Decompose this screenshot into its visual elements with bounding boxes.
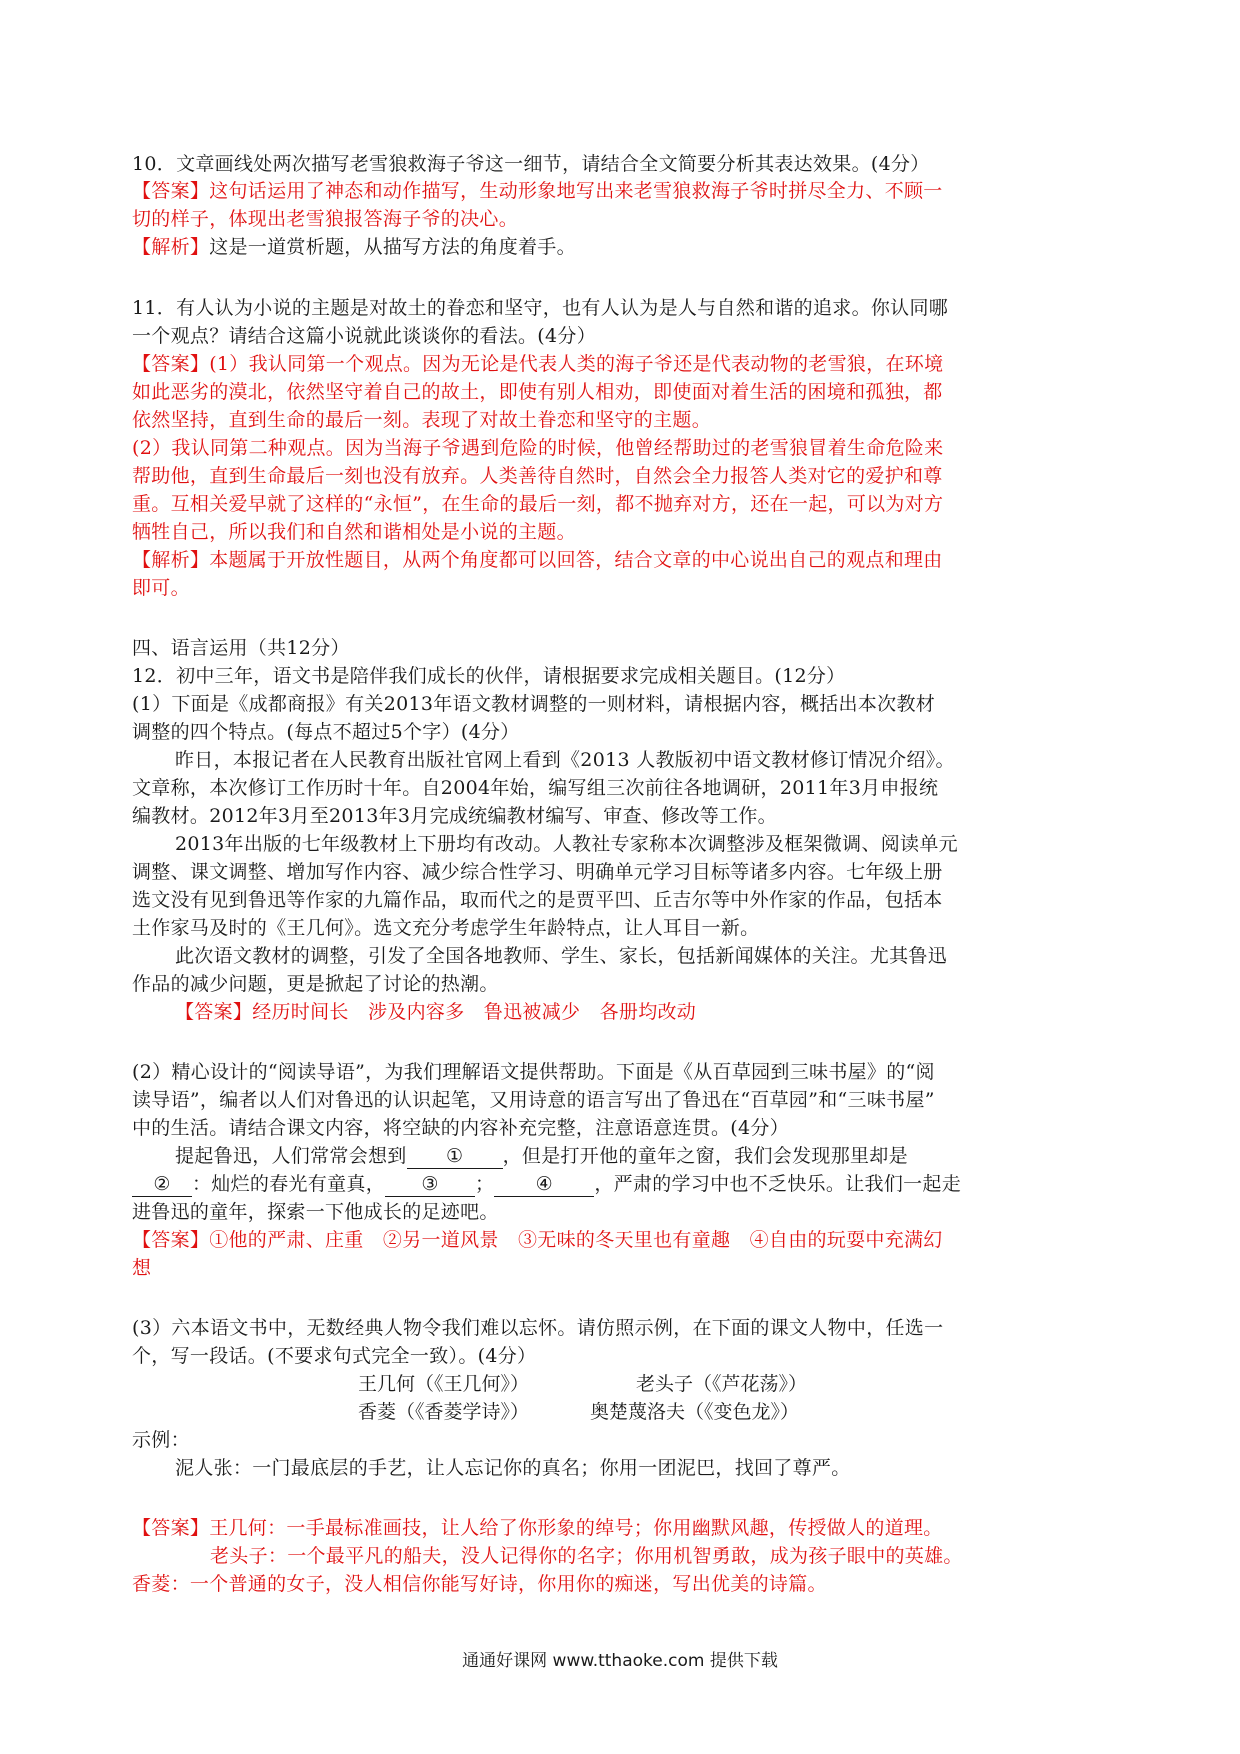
passage-p2-line-2: 调整、课文调整、增加写作内容、减少综合性学习、明确单元学习目标等诸多内容。七年级上册 [132, 861, 943, 883]
q12-question: 12．初中三年，语文书是陪伴我们成长的伙伴，请根据要求完成相关题目。(12分） [132, 665, 846, 687]
analysis-label: 【解析】 [132, 549, 210, 571]
fill-text-line-3: 进鲁迅的童年，探索一下他成长的足迹吧。 [132, 1201, 499, 1223]
character-option-1: 王几何（《王几何》） [358, 1373, 530, 1395]
character-option-2: 老头子（《芦花荡》） [636, 1373, 808, 1395]
q11-analysis-line-2: 即可。 [132, 577, 190, 599]
q12-2-question-line-3: 中的生活。请结合课文内容，将空缺的内容补充完整，注意语意连贯。(4分） [132, 1117, 790, 1139]
section-heading: 四、语言运用（共12分） [132, 637, 350, 659]
character-option-3: 香菱（《香菱学诗》） [358, 1401, 530, 1423]
fill-text: 提起鲁迅，人们常常会想到 [175, 1145, 407, 1167]
passage-p1-line-1: 昨日，本报记者在人民教育出版社官网上看到《2013 人教版初中语文教材修订情况介绍》。 [175, 749, 955, 771]
passage-p3-line-2: 作品的减少问题，更是掀起了讨论的热潮。 [132, 973, 499, 995]
blank-1: ① [407, 1144, 503, 1169]
q12-1-question-line-2: 调整的四个特点。(每点不超过5个字）(4分） [132, 721, 520, 743]
q11-question-line-2: 一个观点？请结合这篇小说就此谈谈你的看法。(4分） [132, 325, 597, 347]
answer-label: 【答案】 [132, 180, 210, 202]
blank-3: ③ [385, 1172, 475, 1197]
q12-3-question-line-1: (3）六本语文书中，无数经典人物令我们难以忘怀。请仿照示例，在下面的课文人物中，任选一 [132, 1317, 944, 1339]
fill-text: ，严肃的学习中也不乏快乐。让我们一起走 [594, 1173, 962, 1195]
blank-2: ② [132, 1172, 192, 1197]
q10-analysis [132, 233, 1060, 261]
q12-1-answer: 【答案】经历时间长 涉及内容多 鲁迅被减少 各册均改动 [175, 1001, 697, 1023]
passage-p1-line-2: 文章称，本次修订工作历时十年。自2004年始，编写组三次前往各地调研，2011年3月申报统 [132, 777, 939, 799]
q10-answer-text: 这句话运用了神态和动作描写，生动形象地写出来老雪狼救海子爷时拼尽全力、不顾一 [209, 180, 943, 202]
analysis-label: 【解析】 [132, 236, 210, 258]
q12-3-question-line-2: 个，写一段话。(不要求句式完全一致）。(4分） [132, 1345, 537, 1367]
blank-4: ④ [494, 1172, 594, 1197]
q11-answer-2-line-1: (2）我认同第二种观点。因为当海子爷遇到危险的时候，他曾经帮助过的老雪狼冒着生命危险来 [132, 437, 944, 459]
passage-p3-line-1: 此次语文教材的调整，引发了全国各地教师、学生、家长，包括新闻媒体的关注。尤其鲁迅 [175, 945, 948, 967]
q11-answer-1-text: (1）我认同第一个观点。因为无论是代表人类的海子爷还是代表动物的老雪狼，在环境 [209, 353, 944, 375]
q11-analysis-text: 本题属于开放性题目，从两个角度都可以回答，结合文章的中心说出自己的观点和理由 [209, 549, 943, 571]
q10-answer-line-2: 切的样子，体现出老雪狼报答海子爷的决心。 [132, 208, 519, 230]
q11-question-line-1: 11．有人认为小说的主题是对故土的眷恋和坚守，也有人认为是人与自然和谐的追求。你认同哪 [132, 297, 949, 319]
q11-answer-1-line-1 [132, 350, 1060, 378]
q12-3-answer-line-3: 香菱：一个普通的女子，没人相信你能写好诗，你用你的痴迷，写出优美的诗篇。 [132, 1573, 827, 1595]
fill-text-line-1 [175, 1142, 1103, 1170]
q12-2-question-line-2: 读导语”，编者以人们对鲁迅的认识起笔，又用诗意的语言写出了鲁迅在“百草园”和“三味书屋” [132, 1089, 935, 1111]
q12-2-answer-line-2: 想 [132, 1257, 152, 1279]
q12-3-answer-line-1: 【答案】王几何：一手最标准画技，让人给了你形象的绰号；你用幽默风趣，传授做人的道理。 [132, 1517, 943, 1539]
q12-3-answer-line-2: 老头子：一个最平凡的船夫，没人记得你的名字；你用机智勇敢，成为孩子眼中的英雄。 [210, 1545, 963, 1567]
q11-answer-2-line-4: 牺牲自己，所以我们和自然和谐相处是小说的主题。 [132, 521, 576, 543]
q10-answer-line-1 [132, 177, 1060, 205]
fill-text: ，但是打开他的童年之窗，我们会发现那里却是 [502, 1145, 908, 1167]
example-text: 泥人张：一门最底层的手艺，让人忘记你的真名；你用一团泥巴，找回了尊严。 [175, 1457, 851, 1479]
q11-answer-1-line-3: 依然坚持，直到生命的最后一刻。表现了对故土眷恋和坚守的主题。 [132, 409, 712, 431]
example-label: 示例： [132, 1429, 190, 1451]
fill-text-line-2 [132, 1170, 1060, 1198]
passage-p2-line-3: 选文没有见到鲁迅等作家的九篇作品，取而代之的是贾平凹、丘吉尔等中外作家的作品，包括本 [132, 889, 943, 911]
q11-answer-1-line-2: 如此恶劣的漠北，依然坚守着自己的故土，即使有别人相劝，即使面对着生活的困境和孤独，都 [132, 381, 943, 403]
answer-label: 【答案】 [132, 353, 210, 375]
q11-answer-2-line-3: 重。互相关爱早就了这样的“永恒”，在生命的最后一刻，都不抛弃对方，还在一起，可以为对方 [132, 493, 944, 515]
q11-analysis-line-1 [132, 546, 1060, 574]
q12-2-question-line-1: (2）精心设计的“阅读导语”，为我们理解语文提供帮助。下面是《从百草园到三味书屋》的“阅 [132, 1061, 935, 1083]
q12-2-answer-line-1: 【答案】①他的严肃、庄重 ②另一道风景 ③无味的冬天里也有童趣 ④自由的玩耍中充满幻 [132, 1229, 943, 1251]
q10-analysis-text: 这是一道赏析题，从描写方法的角度着手。 [209, 236, 576, 258]
fill-text: ：灿烂的春光有童真， [192, 1173, 386, 1195]
fill-text: ； [475, 1173, 495, 1195]
q12-1-question-line-1: (1）下面是《成都商报》有关2013年语文教材调整的一则材料，请根据内容，概括出本次教材 [132, 693, 936, 715]
passage-p2-line-1: 2013年出版的七年级教材上下册均有改动。人教社专家称本次调整涉及框架微调、阅读单元 [175, 833, 958, 855]
passage-p1-line-3: 编教材。2012年3月至2013年3月完成统编教材编写、审查、修改等工作。 [132, 805, 777, 827]
passage-p2-line-4: 土作家马及时的《王几何》。选文充分考虑学生年龄特点，让人耳目一新。 [132, 917, 760, 939]
q11-answer-2-line-2: 帮助他，直到生命最后一刻也没有放弃。人类善待自然时，自然会全力报答人类对它的爱护和尊 [132, 465, 943, 487]
footer-watermark: 通通好课网 www.tthaoke.com 提供下载 [462, 1651, 778, 1671]
character-option-4: 奥楚蔑洛夫（《变色龙》） [590, 1401, 800, 1423]
q10-question: 10．文章画线处两次描写老雪狼救海子爷这一细节，请结合全文简要分析其表达效果。(4分） [132, 153, 930, 175]
